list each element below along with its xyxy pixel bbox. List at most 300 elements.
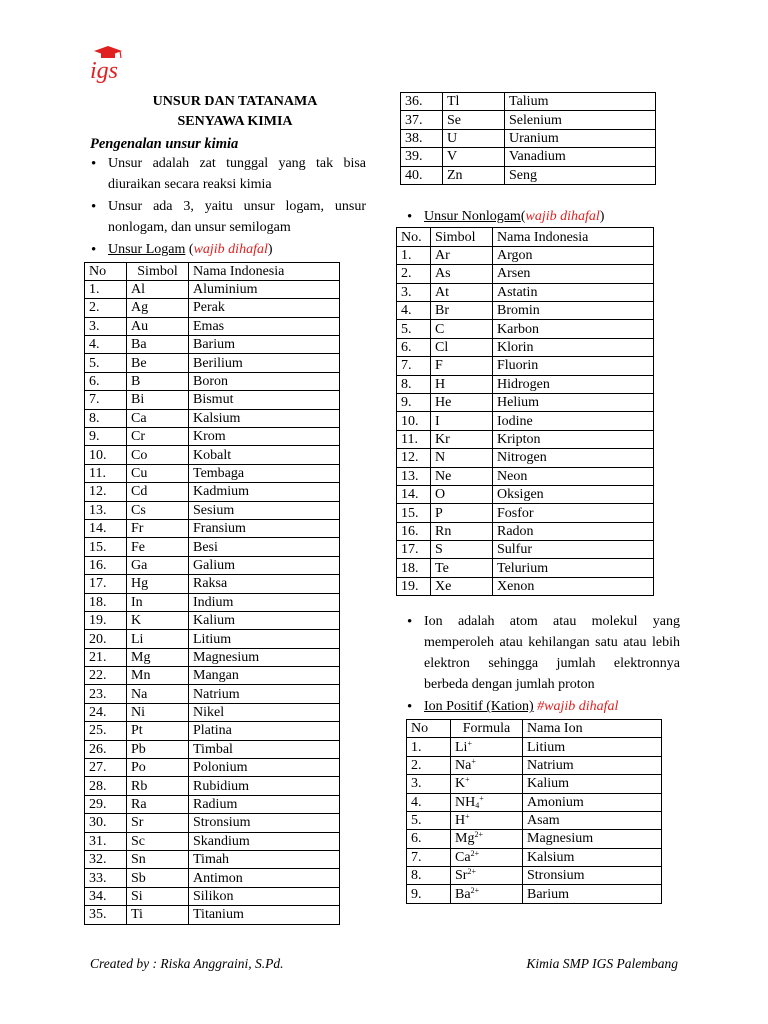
table-row — [397, 357, 654, 375]
cell-no: 17. — [397, 541, 431, 559]
cell-name: Silikon — [189, 887, 340, 905]
cell-symbol: P — [431, 504, 493, 522]
cell-name: Arsen — [493, 265, 654, 283]
cell-no: 8. — [407, 867, 451, 885]
cell-no: 14. — [397, 485, 431, 503]
cell-symbol: Rn — [431, 522, 493, 540]
cell-no: 11. — [397, 430, 431, 448]
cell-symbol: N — [431, 449, 493, 467]
cell-no: 32. — [85, 851, 127, 869]
cell-name: Vanadium — [505, 148, 656, 166]
table-row — [85, 722, 340, 740]
cell-symbol: K — [127, 611, 189, 629]
cell-name: Amonium — [523, 793, 662, 811]
cell-name: Emas — [189, 317, 340, 335]
cell-formula — [451, 756, 523, 774]
cell-name: Boron — [189, 372, 340, 390]
cell-no: 2. — [397, 265, 431, 283]
header-no: No — [85, 262, 127, 280]
table-row — [85, 317, 340, 335]
cell-symbol: O — [431, 485, 493, 503]
cell-no: 7. — [85, 391, 127, 409]
cell-no: 18. — [85, 593, 127, 611]
header-formula: Formula — [451, 719, 523, 737]
cell-no: 9. — [397, 393, 431, 411]
table-row — [401, 111, 656, 129]
table-row — [85, 685, 340, 703]
cell-name: Antimon — [189, 869, 340, 887]
cell-no: 28. — [85, 777, 127, 795]
igs-logo — [86, 45, 130, 83]
cell-symbol: Fr — [127, 519, 189, 537]
table-row — [85, 354, 340, 372]
formula-base: Ba — [455, 886, 471, 902]
cell-no: 3. — [407, 775, 451, 793]
cell-no: 27. — [85, 759, 127, 777]
cell-symbol: Sc — [127, 832, 189, 850]
cell-name: Titanium — [189, 906, 340, 924]
cell-name: Magnesium — [189, 648, 340, 666]
table-row — [407, 867, 662, 885]
kation-table — [406, 719, 662, 904]
table-row — [397, 265, 654, 283]
cell-name: Stronsium — [189, 814, 340, 832]
table-row — [397, 467, 654, 485]
formula-subscript: 4 — [475, 800, 480, 810]
formula-base: Ca — [455, 849, 471, 865]
cell-name: Telurium — [493, 559, 654, 577]
cell-symbol: As — [431, 265, 493, 283]
table-row — [85, 667, 340, 685]
table-row — [85, 777, 340, 795]
cell-formula — [451, 867, 523, 885]
formula-charge: + — [465, 812, 470, 822]
formula-base: Sr — [455, 868, 468, 884]
cell-no: 10. — [397, 412, 431, 430]
logo-text: igs — [90, 58, 119, 84]
table-row — [85, 556, 340, 574]
cell-symbol: At — [431, 283, 493, 301]
cell-name: Helium — [493, 393, 654, 411]
cell-name: Timah — [189, 851, 340, 869]
table-row — [85, 630, 340, 648]
table-row — [397, 302, 654, 320]
table-row — [401, 148, 656, 166]
right-column — [400, 92, 680, 904]
formula-charge: + — [471, 756, 476, 766]
table-row — [85, 869, 340, 887]
table-row — [407, 848, 662, 866]
table-row — [85, 372, 340, 390]
cell-symbol: He — [431, 393, 493, 411]
table-row — [397, 449, 654, 467]
cell-no: 18. — [397, 559, 431, 577]
cell-symbol: Cl — [431, 338, 493, 356]
table-row — [85, 464, 340, 482]
cell-no: 8. — [85, 409, 127, 427]
table-row — [407, 885, 662, 903]
cell-symbol: Ar — [431, 246, 493, 264]
cell-no: 29. — [85, 795, 127, 813]
table-row — [407, 830, 662, 848]
cell-symbol: Pt — [127, 722, 189, 740]
cell-symbol: S — [431, 541, 493, 559]
table-row — [397, 559, 654, 577]
cell-no: 35. — [85, 906, 127, 924]
cell-symbol: Br — [431, 302, 493, 320]
cell-no: 10. — [85, 446, 127, 464]
footer-author: Created by : Riska Anggraini, S.Pd. — [90, 956, 284, 971]
cell-symbol: In — [127, 593, 189, 611]
section-subtitle: Pengenalan unsur kimia — [90, 136, 239, 152]
table-row — [85, 887, 340, 905]
table-header-row — [397, 228, 654, 246]
nonlogam-table — [396, 227, 654, 596]
table-row — [85, 538, 340, 556]
formula-charge: 2+ — [474, 830, 483, 840]
table-row — [397, 522, 654, 540]
cell-no: 3. — [85, 317, 127, 335]
table-row — [85, 501, 340, 519]
cell-name: Kalsium — [189, 409, 340, 427]
cell-symbol: Be — [127, 354, 189, 372]
header-name: Nama Ion — [523, 719, 662, 737]
cell-symbol: Kr — [431, 430, 493, 448]
cell-no: 30. — [85, 814, 127, 832]
cell-name: Aluminium — [189, 280, 340, 298]
table-row — [407, 775, 662, 793]
cell-no: 3. — [397, 283, 431, 301]
cell-no: 5. — [397, 320, 431, 338]
cell-name: Besi — [189, 538, 340, 556]
cell-name: Neon — [493, 467, 654, 485]
nonlogam-heading: • Unsur Nonlogam(wajib dihafal) — [400, 207, 680, 228]
cell-no: 1. — [407, 738, 451, 756]
table-row — [397, 412, 654, 430]
formula-charge: 2+ — [470, 885, 480, 895]
table-row — [407, 756, 662, 774]
table-row — [85, 280, 340, 298]
table-row — [85, 336, 340, 354]
cell-no: 37. — [401, 111, 443, 129]
cell-no: 4. — [85, 336, 127, 354]
table-row — [401, 93, 656, 111]
cell-name: Hidrogen — [493, 375, 654, 393]
table-row — [397, 393, 654, 411]
cell-symbol: Bi — [127, 391, 189, 409]
cell-no: 6. — [397, 338, 431, 356]
cell-symbol: Ba — [127, 336, 189, 354]
cell-no: 4. — [397, 302, 431, 320]
logam-heading: • Unsur Logam (wajib dihafal) — [84, 240, 366, 261]
cell-name: Xenon — [493, 577, 654, 595]
cell-no: 25. — [85, 722, 127, 740]
table-row — [401, 129, 656, 147]
cell-name: Sulfur — [493, 541, 654, 559]
left-column — [84, 92, 366, 925]
formula-base: H — [455, 813, 466, 829]
cell-name: Polonium — [189, 759, 340, 777]
table-row — [397, 541, 654, 559]
page-title: UNSUR DAN TATANAMA SENYAWA KIMIA — [152, 94, 318, 129]
table-row — [397, 375, 654, 393]
cell-no: 12. — [85, 483, 127, 501]
formula-base: Na — [455, 757, 472, 773]
cell-no: 33. — [85, 869, 127, 887]
cell-symbol: Ag — [127, 299, 189, 317]
cell-symbol: Ni — [127, 703, 189, 721]
table-header-row — [407, 719, 662, 737]
cell-no: 21. — [85, 648, 127, 666]
cell-symbol: Ne — [431, 467, 493, 485]
cell-name: Berilium — [189, 354, 340, 372]
table-row — [85, 851, 340, 869]
cell-name: Radon — [493, 522, 654, 540]
cell-symbol: Cr — [127, 428, 189, 446]
cell-symbol: Na — [127, 685, 189, 703]
cell-name: Timbal — [189, 740, 340, 758]
cell-no: 15. — [85, 538, 127, 556]
cell-symbol: Ca — [127, 409, 189, 427]
cell-name: Indium — [189, 593, 340, 611]
cell-name: Natrium — [523, 756, 662, 774]
cell-symbol: B — [127, 372, 189, 390]
cell-symbol: Co — [127, 446, 189, 464]
cell-symbol: Li — [127, 630, 189, 648]
cell-formula — [451, 830, 523, 848]
cell-name: Magnesium — [523, 830, 662, 848]
cell-formula — [451, 775, 523, 793]
cell-symbol: Zn — [443, 166, 505, 184]
cell-name: Barium — [189, 336, 340, 354]
cell-no: 17. — [85, 575, 127, 593]
ion-paragraph: • Ion adalah atom atau molekul yang memperoleh atau kehilangan satu atau lebih elektron sehingga jumlah elektronnya berbeda dengan jumlah proton — [400, 612, 680, 695]
formula-base: Li — [455, 739, 468, 755]
formula-charge: 2+ — [470, 848, 480, 858]
cell-no: 2. — [85, 299, 127, 317]
table-row — [85, 611, 340, 629]
cell-symbol: Ti — [127, 906, 189, 924]
cell-name: Kadmium — [189, 483, 340, 501]
cell-formula — [451, 848, 523, 866]
cell-no: 15. — [397, 504, 431, 522]
cell-symbol: Rb — [127, 777, 189, 795]
cell-no: 5. — [407, 811, 451, 829]
table-header-row — [85, 262, 340, 280]
cell-formula — [451, 793, 523, 811]
table-row — [397, 577, 654, 595]
cell-symbol: Ra — [127, 795, 189, 813]
cell-symbol: Ga — [127, 556, 189, 574]
table-row — [85, 795, 340, 813]
cell-symbol: Si — [127, 887, 189, 905]
cell-no: 31. — [85, 832, 127, 850]
cell-name: Rubidium — [189, 777, 340, 795]
cell-symbol: Cs — [127, 501, 189, 519]
cell-name: Litium — [189, 630, 340, 648]
cell-name: Radium — [189, 795, 340, 813]
cell-no: 13. — [397, 467, 431, 485]
table-row — [85, 593, 340, 611]
cell-no: 1. — [85, 280, 127, 298]
cell-name: Fluorin — [493, 357, 654, 375]
table-row — [397, 246, 654, 264]
cell-no: 34. — [85, 887, 127, 905]
cell-symbol: Tl — [443, 93, 505, 111]
table-row — [397, 485, 654, 503]
cell-symbol: Al — [127, 280, 189, 298]
cell-name: Kalium — [189, 611, 340, 629]
cell-no: 4. — [407, 793, 451, 811]
table-row — [401, 166, 656, 184]
cell-name: Kripton — [493, 430, 654, 448]
header-name: Nama Indonesia — [493, 228, 654, 246]
cell-no: 26. — [85, 740, 127, 758]
table-row — [85, 832, 340, 850]
table-row — [85, 740, 340, 758]
cell-name: Iodine — [493, 412, 654, 430]
cell-name: Fransium — [189, 519, 340, 537]
table-row — [397, 338, 654, 356]
cell-name: Selenium — [505, 111, 656, 129]
formula-charge: + — [465, 775, 470, 785]
cell-name: Perak — [189, 299, 340, 317]
table-row — [85, 703, 340, 721]
nonlogam-bullet — [400, 207, 680, 228]
cell-no: 36. — [401, 93, 443, 111]
cell-name: Kalsium — [523, 848, 662, 866]
cell-symbol: Xe — [431, 577, 493, 595]
cell-name: Stronsium — [523, 867, 662, 885]
cell-no: 11. — [85, 464, 127, 482]
cell-name: Sesium — [189, 501, 340, 519]
header-no: No — [407, 719, 451, 737]
cell-no: 40. — [401, 166, 443, 184]
table-row — [85, 648, 340, 666]
table-row — [397, 320, 654, 338]
table-row — [397, 504, 654, 522]
cell-name: Nitrogen — [493, 449, 654, 467]
table-row — [397, 430, 654, 448]
cell-symbol: Mg — [127, 648, 189, 666]
formula-charge: 2+ — [467, 867, 476, 877]
cell-formula — [451, 885, 523, 903]
cell-name: Natrium — [189, 685, 340, 703]
cell-symbol: Te — [431, 559, 493, 577]
cell-formula — [451, 738, 523, 756]
cell-name: Uranium — [505, 129, 656, 147]
cell-name: Seng — [505, 166, 656, 184]
cell-no: 7. — [397, 357, 431, 375]
formula-base: K — [455, 776, 466, 792]
cell-no: 9. — [407, 885, 451, 903]
cell-symbol: C — [431, 320, 493, 338]
cell-name: Raksa — [189, 575, 340, 593]
bullet-item: • Unsur adalah zat tunggal yang tak bisa diuraikan secara reaksi kimia — [84, 154, 366, 195]
cell-name: Talium — [505, 93, 656, 111]
formula-base: Mg — [455, 831, 475, 847]
cell-name: Tembaga — [189, 464, 340, 482]
cell-no: 19. — [85, 611, 127, 629]
table-row — [85, 483, 340, 501]
cell-symbol: Sb — [127, 869, 189, 887]
cell-symbol: Se — [443, 111, 505, 129]
cell-symbol: Sn — [127, 851, 189, 869]
cell-no: 9. — [85, 428, 127, 446]
cell-no: 22. — [85, 667, 127, 685]
kation-heading: • Ion Positif (Kation) #wajib dihafal — [400, 697, 680, 718]
cell-no: 7. — [407, 848, 451, 866]
footer-school: Kimia SMP IGS Palembang — [526, 956, 678, 971]
cell-no: 39. — [401, 148, 443, 166]
cell-symbol: Cu — [127, 464, 189, 482]
cell-name: Litium — [523, 738, 662, 756]
cell-no: 14. — [85, 519, 127, 537]
cell-no: 1. — [397, 246, 431, 264]
cell-name: Barium — [523, 885, 662, 903]
cell-no: 23. — [85, 685, 127, 703]
cell-symbol: Pb — [127, 740, 189, 758]
cell-name: Platina — [189, 722, 340, 740]
ion-bullets — [400, 612, 680, 718]
table-row — [397, 283, 654, 301]
table-row — [85, 391, 340, 409]
cell-symbol: V — [443, 148, 505, 166]
intro-bullets — [84, 154, 366, 261]
cell-name: Skandium — [189, 832, 340, 850]
cell-name: Astatin — [493, 283, 654, 301]
cell-name: Argon — [493, 246, 654, 264]
table-row — [407, 793, 662, 811]
table-row — [85, 814, 340, 832]
cell-no: 19. — [397, 577, 431, 595]
cell-no: 20. — [85, 630, 127, 648]
cell-symbol: U — [443, 129, 505, 147]
cell-no: 8. — [397, 375, 431, 393]
cell-no: 6. — [85, 372, 127, 390]
cell-no: 16. — [397, 522, 431, 540]
table-row — [85, 906, 340, 924]
cell-name: Fosfor — [493, 504, 654, 522]
cell-name: Nikel — [189, 703, 340, 721]
cell-no: 13. — [85, 501, 127, 519]
cell-no: 24. — [85, 703, 127, 721]
cell-symbol: Po — [127, 759, 189, 777]
cell-symbol: H — [431, 375, 493, 393]
cell-symbol: Hg — [127, 575, 189, 593]
cell-symbol: Fe — [127, 538, 189, 556]
logam-table — [84, 262, 340, 925]
cell-no: 5. — [85, 354, 127, 372]
cell-name: Krom — [189, 428, 340, 446]
bullet-item: • Unsur ada 3, yaitu unsur logam, unsur nonlogam, dan unsur semilogam — [84, 197, 366, 238]
table-row — [85, 299, 340, 317]
cell-no: 6. — [407, 830, 451, 848]
header-name: Nama Indonesia — [189, 262, 340, 280]
cell-name: Kobalt — [189, 446, 340, 464]
cell-name: Galium — [189, 556, 340, 574]
table-row — [85, 409, 340, 427]
table-row — [407, 738, 662, 756]
table-row — [85, 575, 340, 593]
table-row — [85, 759, 340, 777]
table-row — [85, 519, 340, 537]
cell-symbol: Cd — [127, 483, 189, 501]
cell-name: Oksigen — [493, 485, 654, 503]
formula-charge: + — [479, 793, 484, 803]
logam-table-continued — [400, 92, 656, 185]
header-symbol: Simbol — [431, 228, 493, 246]
